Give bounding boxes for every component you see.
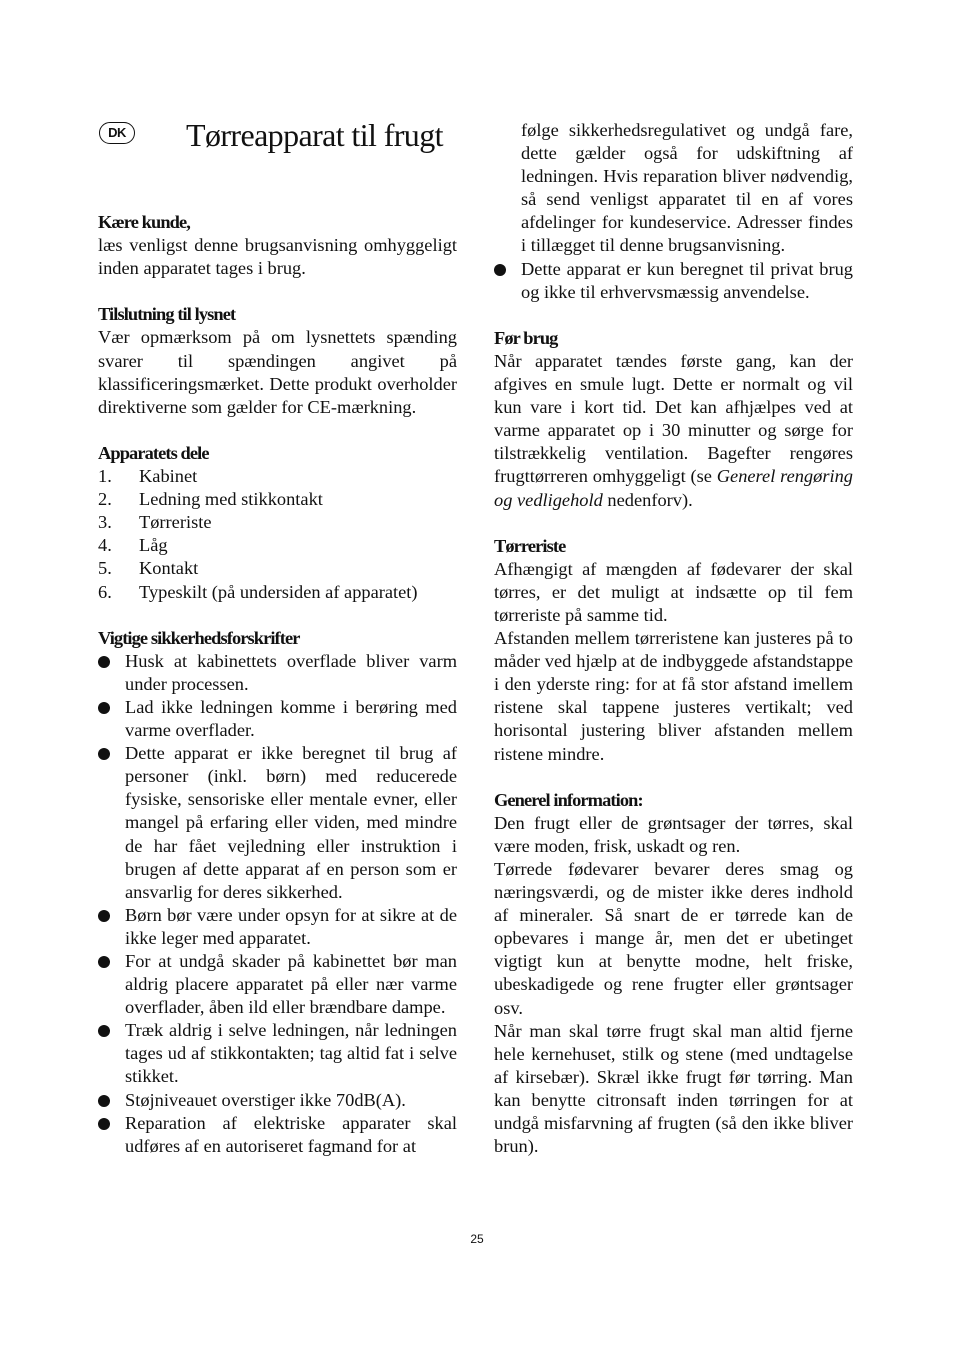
list-item: [98, 696, 457, 742]
list-item: [98, 581, 457, 604]
bullet-icon: [98, 656, 110, 668]
before-use-text: [494, 350, 853, 512]
item-text: Husk at kabinettets overflade bliver varm under processen.: [125, 650, 457, 694]
item-number: 4.: [98, 535, 112, 556]
greeting-heading: Kære kunde,: [98, 212, 190, 232]
safety-list-continued: [494, 258, 853, 304]
safety-continued-text: følge sikkerhedsregulativet og undgå fare, dette gælder også for udskiftning af ledningen. Hvis reparation bliver nødvendig, så send venligst apparatet til en af vores afdelinger for kundeservice. Adresser findes i tillægget til denne brugsanvisning.: [521, 120, 853, 256]
racks-text-1: Afhængigt af mængden af fødevarer der skal tørres, er det muligt at indsætte op til fem tørreriste på samme tid.: [494, 558, 853, 625]
bullet-icon: [98, 910, 110, 922]
bullet-icon: [98, 1095, 110, 1107]
item-label: Kabinet: [139, 466, 198, 487]
list-item: [98, 488, 457, 511]
item-text: Støjniveauet overstiger ikke 70dB(A).: [125, 1089, 406, 1110]
bullet-icon: [98, 1118, 110, 1130]
list-item: [98, 650, 457, 696]
item-number: 3.: [98, 512, 112, 533]
before-use-heading: Før brug: [494, 327, 558, 348]
list-item: [98, 534, 457, 557]
list-item: [98, 742, 457, 904]
bullet-icon: [98, 956, 110, 968]
left-column: [98, 211, 457, 1158]
item-text: Dette apparat er ikke beregnet til brug af personer (inkl. børn) med reducerede fysiske, sensoriske eller mentale evner, eller mangel på erfaring eller viden, med mindre de har fået vejledning eller instruktion i brugen af dette apparat af en person som er ansvarlig for deres sikkerhed.: [125, 743, 457, 902]
page-number: 25: [470, 1232, 484, 1246]
page-title: Tørreapparat til frugt: [186, 117, 443, 153]
racks-text-2: Afstanden mellem tørreristene kan justeres på to måder ved hjælp at de indbyggede afstandstappe i den yderste ring: for at få stor afstand imellem ristene skal tappene justeres vertikalt; ved horisontal justering bliver afstanden mellem ristene mindre.: [494, 628, 853, 764]
list-item: [98, 950, 457, 1019]
list-item: [98, 557, 457, 580]
info-text-1: Den frugt eller de grøntsager der tørres, skal være moden, frisk, uskadt og ren.: [494, 812, 853, 856]
item-number: 2.: [98, 489, 112, 510]
power-text: Vær opmærksom på om lysnettets spænding svarer til spændingen angivet på klassificeringsmærket. Dette produkt overholder direktiverne som gælder for CE-mærkning.: [98, 327, 457, 417]
item-label: Låg: [139, 535, 168, 556]
safety-list: [98, 650, 457, 1158]
list-item: [98, 465, 457, 488]
info-heading: Generel information:: [494, 789, 643, 810]
item-text: For at undgå skader på kabinettet bør man aldrig placere apparatet på eller nær varme overflader, åben ild eller brændbare dampe.: [125, 951, 457, 1018]
racks-heading: Tørreriste: [494, 535, 566, 556]
power-heading: Tilslutning til lysnet: [98, 304, 236, 325]
before-use-text-a: Når apparatet tændes første gang, kan der afgives en smule lugt. Dette er normalt og vil kun vare i kort tid. Det kan afhjælpes ved at varme apparatet op i 30 minutter og sørge for tilstrækkelig ventilation. Bagefter rengøres frugttørreren omhyggeligt (se: [494, 350, 853, 487]
right-column: [494, 119, 853, 1158]
item-text: Reparation af elektriske apparater skal udføres af en autoriseret fagmand for at: [125, 1112, 457, 1156]
item-label: Typeskilt (på undersiden af apparatet): [139, 581, 418, 602]
item-text: Lad ikke ledningen komme i berøring med varme overflader.: [125, 696, 457, 741]
before-use-text-b: nedenforv).: [607, 489, 693, 510]
bullet-icon: [98, 1025, 110, 1037]
item-number: 1.: [98, 466, 112, 487]
list-item: [98, 1019, 457, 1088]
list-item: [98, 511, 457, 534]
item-label: Ledning med stikkontakt: [139, 489, 323, 510]
item-text: Træk aldrig i selve ledningen, når ledningen tages ud af stikkontakten; tag altid fat i selve stikket.: [125, 1020, 457, 1087]
list-item: [98, 1112, 457, 1158]
item-text: Dette apparat er kun beregnet til privat brug og ikke til erhvervsmæssig anvendelse.: [521, 258, 853, 302]
parts-list: [98, 465, 457, 604]
parts-heading: Apparatets dele: [98, 442, 209, 463]
item-label: Kontakt: [139, 558, 199, 579]
item-label: Tørreriste: [139, 512, 212, 533]
before-use-reference: Generel rengøring og vedligehold: [494, 466, 853, 510]
greeting-text: læs venligst denne brugsanvisning omhyggeligt inden apparatet tages i brug.: [98, 235, 457, 279]
safety-heading: Vigtige sikkerhedsforskrifter: [98, 627, 300, 648]
bullet-icon: [494, 264, 506, 276]
language-badge: DK: [99, 122, 135, 144]
item-text: Børn bør være under opsyn for at sikre at de ikke leger med apparatet.: [125, 904, 457, 948]
bullet-icon: [98, 748, 110, 760]
list-item: [98, 904, 457, 950]
info-text-3: Når man skal tørre frugt skal man altid fjerne hele kernehuset, stilk og stene (med undtagelse af kirsebær). Skræl ikke frugt før tørring. Man kan benytte citronsaft inden tørringen for at undgå misfarvning af frugten (så den ikke bliver brun).: [494, 1020, 853, 1157]
list-item: [494, 258, 853, 304]
item-number: 5.: [98, 558, 112, 579]
info-text-2: Tørrede fødevarer bevarer deres smag og næringsværdi, og de mister ikke deres indhold af mineraler. Så snart de er tørrede kan de opbevares i mange år, men det er ubetinget vigtigt kun at benytte modne, helt friske, ubeskadigede og rene frugter eller grøntsager osv.: [494, 859, 853, 1018]
bullet-icon: [98, 702, 110, 714]
list-item: [98, 1089, 457, 1112]
item-number: 6.: [98, 581, 112, 602]
